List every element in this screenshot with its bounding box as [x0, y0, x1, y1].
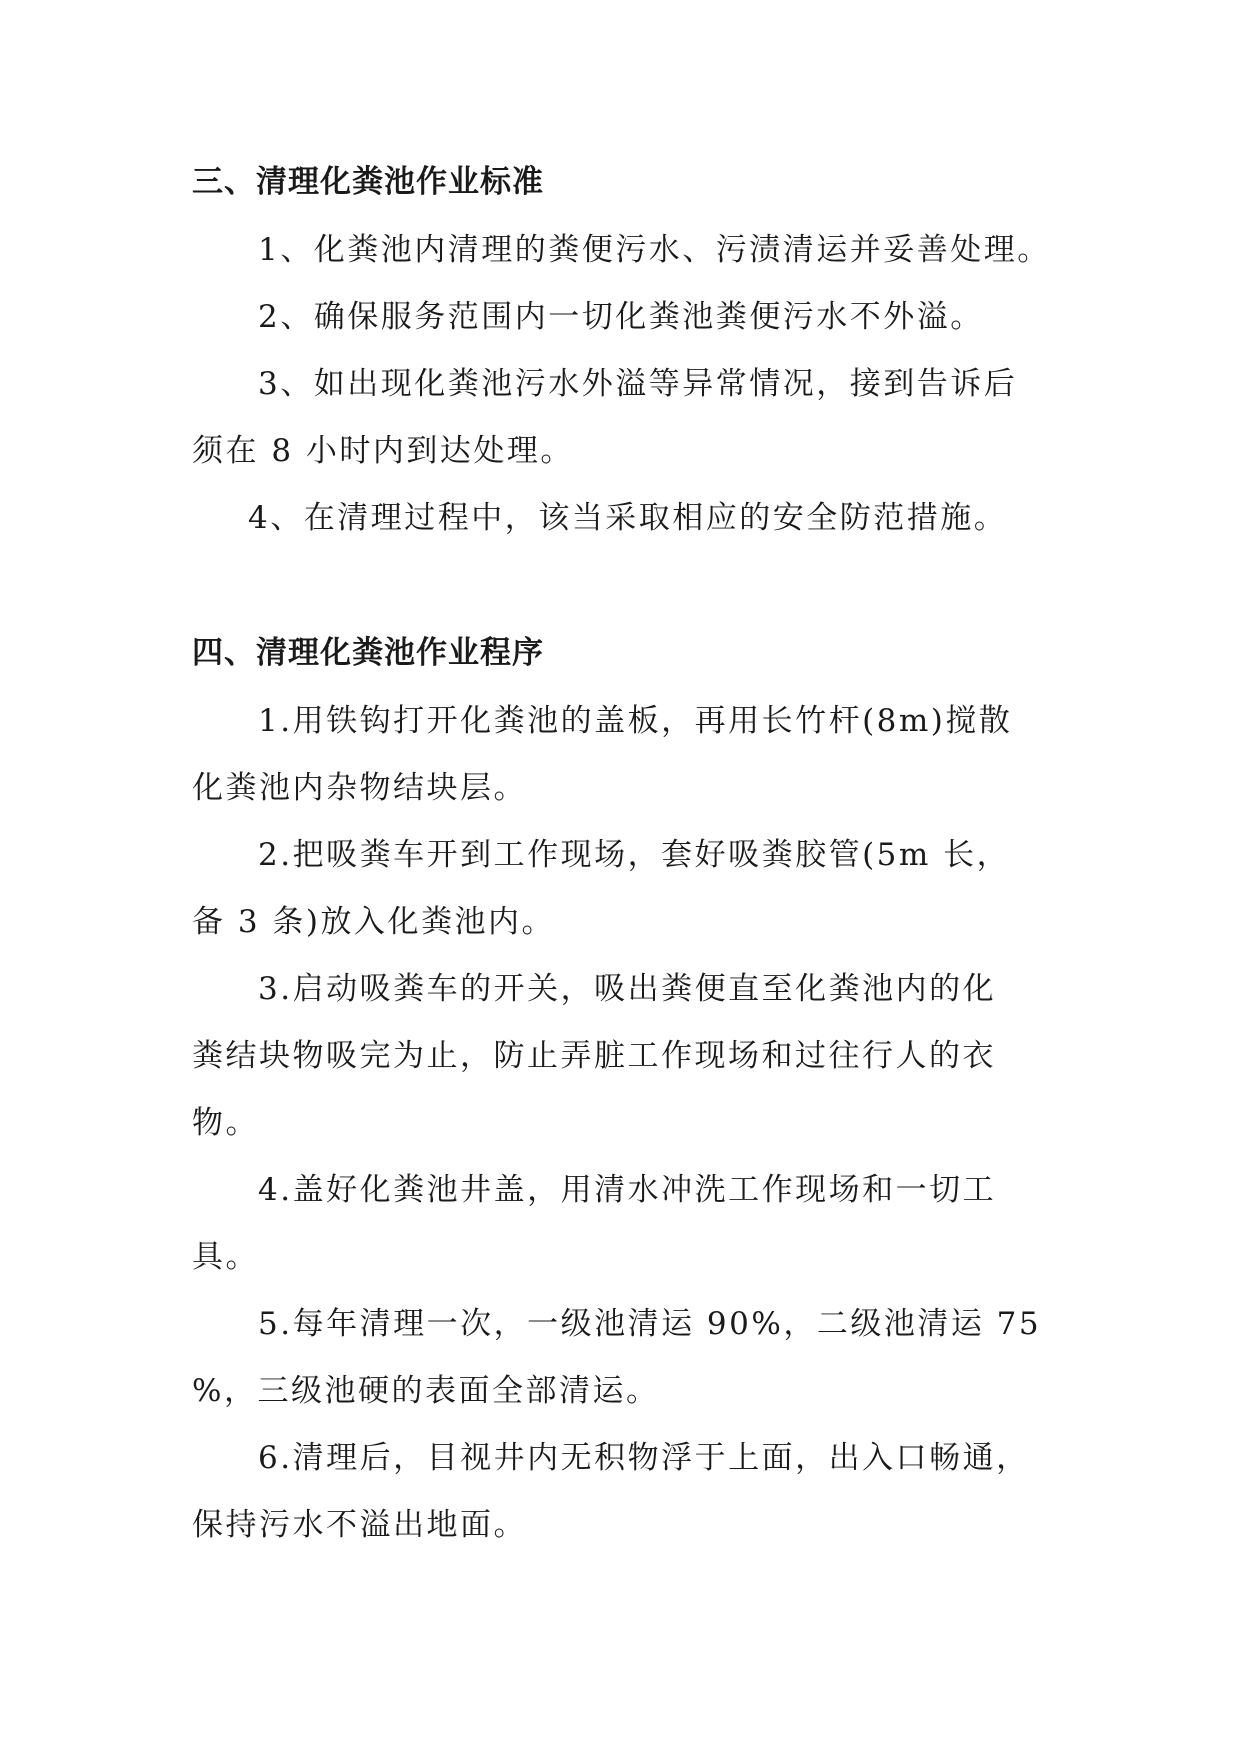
section-4-step-4-cont: 具。: [192, 1239, 259, 1275]
section-4-step-3: 3.启动吸粪车的开关，吸出粪便直至化粪池内的化: [258, 971, 997, 1007]
section-4-step-2-cont: 备 3 条)放入化粪池内。: [192, 904, 556, 940]
section-3-item-3-cont: 须在 8 小时内到达处理。: [192, 433, 574, 469]
section-4-step-4: 4.盖好化粪池井盖，用清水冲洗工作现场和一切工: [258, 1172, 997, 1208]
section-4-step-6-cont: 保持污水不溢出地面。: [192, 1507, 527, 1543]
section-4-heading: 四、清理化粪池作业程序: [192, 635, 544, 671]
section-4-step-6: 6.清理后，目视井内无积物浮于上面，出入口畅通，: [258, 1440, 1030, 1476]
section-4-step-3-cont: 粪结块物吸完为止，防止弄脏工作现场和过往行人的衣: [192, 1038, 996, 1074]
section-3-item-1: 1、化粪池内清理的粪便污水、污渍清运并妥善处理。: [258, 232, 1051, 268]
section-4-step-5-cont: %，三级池硬的表面全部清运。: [192, 1373, 660, 1409]
section-3-item-2: 2、确保服务范围内一切化粪池粪便污水不外溢。: [258, 299, 984, 335]
section-4-step-3-cont2: 物。: [192, 1105, 259, 1141]
section-4-step-2: 2.把吸粪车开到工作现场，套好吸粪胶管(5m 长，: [258, 837, 1011, 873]
section-3-item-3: 3、如出现化粪池污水外溢等异常情况，接到告诉后: [258, 366, 1018, 402]
section-4-step-5: 5.每年清理一次，一级池清运 90%，二级池清运 75: [258, 1306, 1042, 1342]
section-4-step-1: 1.用铁钩打开化粪池的盖板，再用长竹杆(8m)搅散: [258, 703, 1013, 739]
section-3-item-4: 4、在清理过程中，该当采取相应的安全防范措施。: [248, 500, 1008, 536]
section-4-step-1-cont: 化粪池内杂物结块层。: [192, 770, 527, 806]
section-3-heading: 三、清理化粪池作业标准: [192, 164, 544, 200]
